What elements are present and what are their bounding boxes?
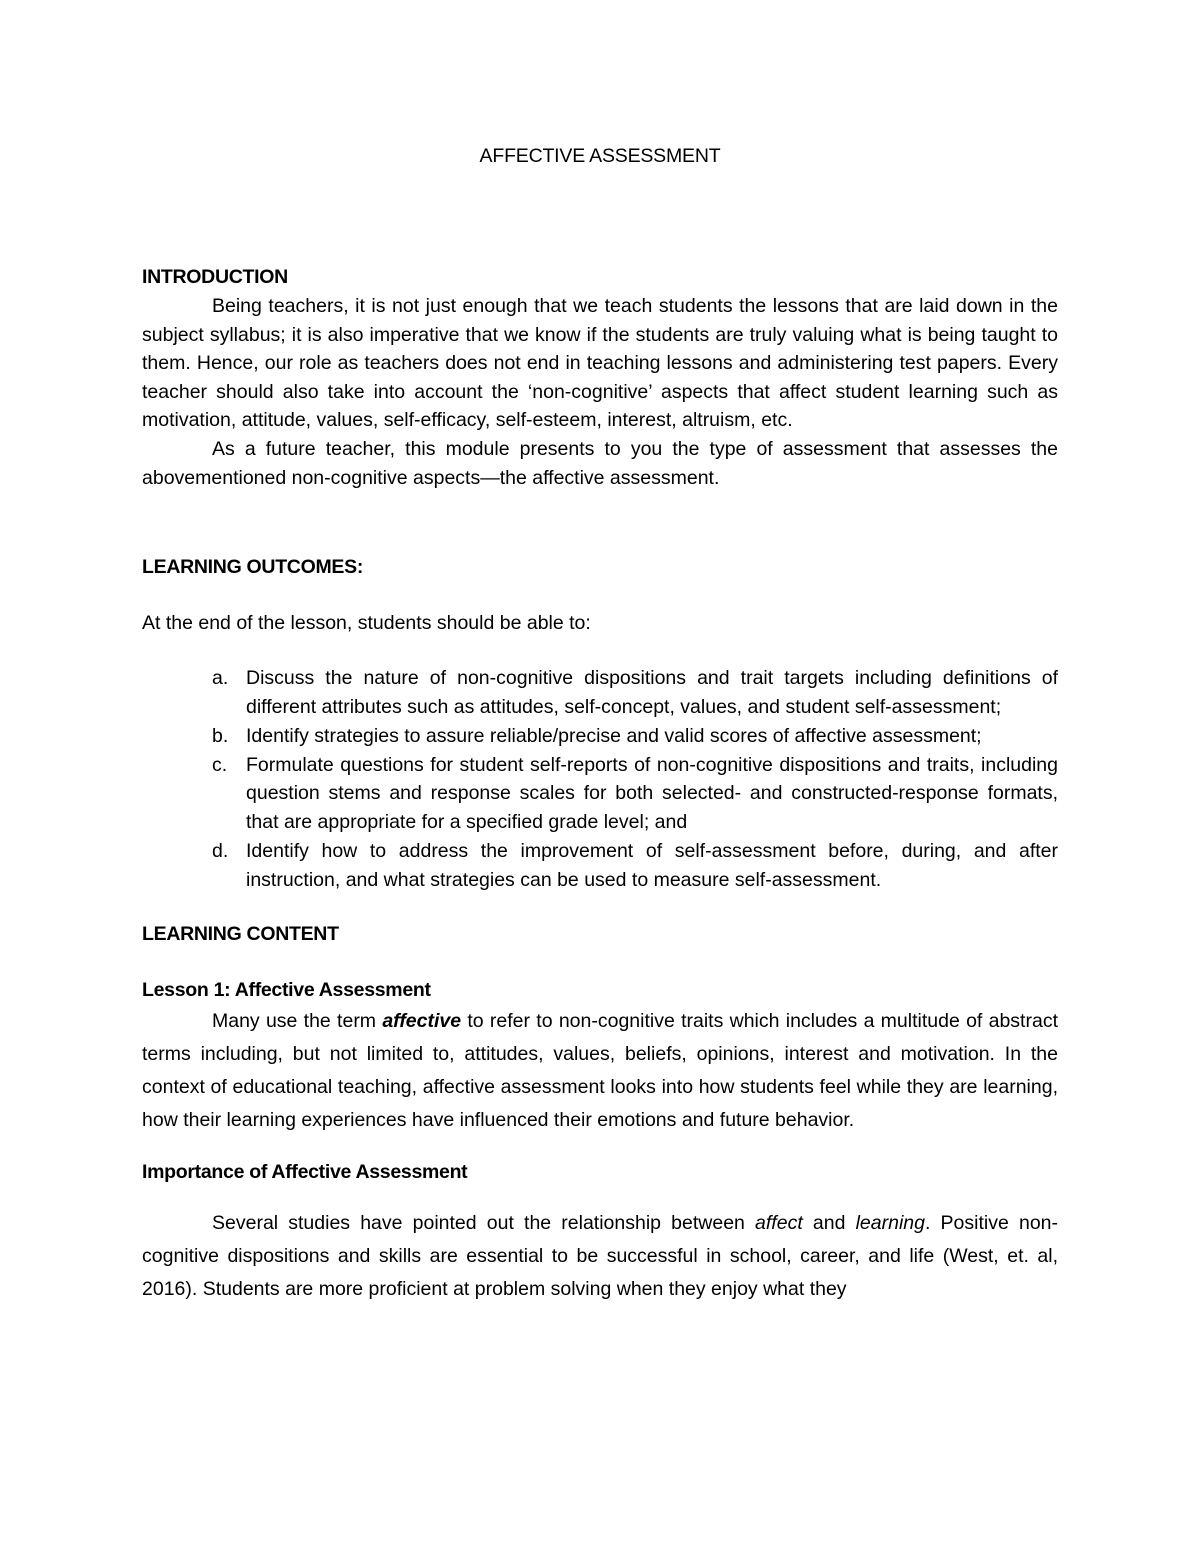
document-content xyxy=(142,140,1058,1306)
lesson-1 xyxy=(142,975,1058,1137)
lesson-1-text-rest: to refer to non-cognitive traits which includes a multitude of abstract terms including, but not limited to, attitudes, values, beliefs, opinions, interest and motivation. In the context of educational teaching, affective assessment looks into how students feel while they are learning, how their learning experiences have influenced their emotions and future behavior. xyxy=(142,1009,1058,1131)
list-item-text: Discuss the nature of non-cognitive dispositions and trait targets including definitions of different attributes such as attitudes, self-concept, values, and student self-assessment; xyxy=(246,667,1058,718)
learning-outcomes-list xyxy=(142,664,1058,894)
list-item-marker: a. xyxy=(212,667,229,690)
affective-term: affective xyxy=(382,1009,462,1032)
importance-paragraph xyxy=(142,1207,1058,1306)
importance-section xyxy=(142,1157,1058,1306)
importance-heading: Importance of Affective Assessment xyxy=(142,1160,468,1183)
importance-text-2: and xyxy=(802,1211,856,1234)
affect-term: affect xyxy=(755,1211,803,1234)
list-item xyxy=(142,722,1058,751)
list-item xyxy=(142,837,1058,895)
document-title: AFFECTIVE ASSESSMENT xyxy=(479,145,721,167)
list-item-text: Formulate questions for student self-reports of non-cognitive dispositions and traits, including question stems and response scales for both selected- and constructed-response formats, that are appropriate for a specified grade level; and xyxy=(246,753,1058,834)
learning-term: learning xyxy=(855,1211,925,1234)
importance-text-1: Several studies have pointed out the relationship between xyxy=(212,1211,756,1234)
list-item-text: Identify strategies to assure reliable/precise and valid scores of affective assessment; xyxy=(246,724,982,747)
introduction-paragraph-1: Being teachers, it is not just enough that we teach students the lessons that are laid down in the subject syllabus; it is also imperative that we know if the students are truly valuing what is being taught to them. Hence, our role as teachers does not end in teaching lessons and administering test papers. Every teacher should also take into account the ‘non-cognitive’ aspects that affect student learning such as motivation, attitude, values, self-efficacy, self-esteem, interest, altruism, etc. xyxy=(142,295,1058,432)
learning-outcomes-section xyxy=(142,552,1058,894)
learning-outcomes-heading: LEARNING OUTCOMES: xyxy=(142,556,364,579)
list-item-marker: d. xyxy=(212,839,229,862)
lesson-1-heading: Lesson 1: Affective Assessment xyxy=(142,978,431,1001)
introduction-paragraph-2: As a future teacher, this module presents to you the type of assessment that assesses the abovementioned non-cognitive aspects—the affective assessment. xyxy=(142,437,1058,489)
lesson-1-text-start: Many use the term xyxy=(212,1009,383,1032)
list-item-marker: c. xyxy=(212,753,228,776)
importance-text-3: . Positive non-cognitive dispositions and skills are essential to be successful in school, career, and life (West, et. al, 2016). Students are more proficient at problem solving when they enjoy what they xyxy=(142,1211,1059,1300)
list-item-text: Identify how to address the improvement of self-assessment before, during, and after instruction, and what strategies can be used to measure self-assessment. xyxy=(246,839,1058,891)
learning-content-section xyxy=(142,919,1058,1306)
list-item xyxy=(142,751,1058,837)
learning-outcomes-lead: At the end of the lesson, students should be able to: xyxy=(142,612,591,635)
learning-content-heading: LEARNING CONTENT xyxy=(142,922,339,945)
introduction-section xyxy=(142,262,1058,492)
introduction-heading: INTRODUCTION xyxy=(142,266,288,288)
list-item-marker: b. xyxy=(212,724,229,747)
lesson-1-paragraph xyxy=(142,1005,1058,1137)
list-item xyxy=(142,664,1058,722)
